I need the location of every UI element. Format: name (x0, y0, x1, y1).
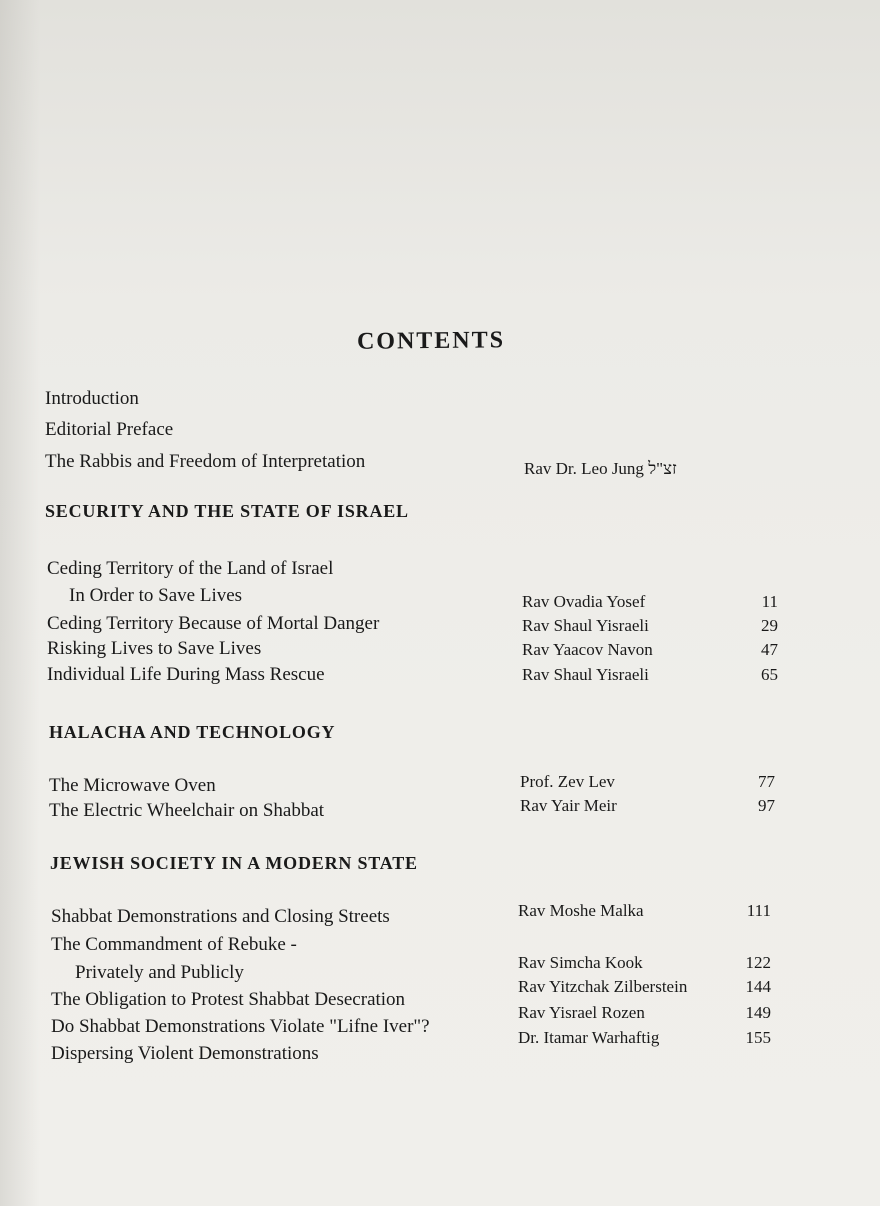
toc-entry-title: The Commandment of Rebuke - (51, 934, 297, 955)
toc-entry-author: Dr. Itamar Warhaftig (518, 1028, 660, 1047)
toc-entry-title: The Electric Wheelchair on Shabbat (49, 800, 325, 821)
toc-entry-title: Introduction (45, 388, 139, 409)
toc-entry-title-continued: In Order to Save Lives (69, 585, 243, 606)
toc-entry-author: Rav Yitzchak Zilberstein (518, 977, 688, 996)
toc-entry-author: Rav Yisrael Rozen (518, 1003, 645, 1022)
toc-entry-author: Rav Dr. Leo Jung זצ"ל (524, 459, 677, 478)
toc-entry-author: Rav Shaul Yisraeli (522, 616, 649, 635)
toc-entry-title: Risking Lives to Save Lives (47, 638, 262, 659)
toc-entry-page: 122 (745, 953, 771, 972)
toc-entry-title: The Microwave Oven (49, 775, 216, 796)
toc-entry-author: Prof. Zev Lev (520, 772, 615, 791)
toc-entry-title: Shabbat Demonstrations and Closing Streets (51, 906, 390, 927)
toc-entry-author: Rav Moshe Malka (518, 901, 644, 920)
toc-entry-page: 11 (761, 592, 778, 611)
toc-entry-page: 144 (745, 977, 771, 996)
toc-entry-title: Ceding Territory of the Land of Israel (47, 558, 334, 579)
toc-entry-page: 97 (758, 796, 775, 815)
toc-entry-page: 155 (745, 1028, 771, 1047)
toc-entry-title: The Rabbis and Freedom of Interpretation (45, 451, 366, 472)
toc-entry-author: Rav Ovadia Yosef (522, 592, 646, 611)
page-title: CONTENTS (356, 327, 506, 355)
toc-entry-page: 149 (745, 1003, 771, 1022)
toc-entry-author: Rav Simcha Kook (518, 953, 643, 972)
toc-entry-author: Rav Shaul Yisraeli (522, 665, 649, 684)
toc-entry-title: Do Shabbat Demonstrations Violate "Lifne Iver"? (51, 1016, 430, 1037)
toc-entry-title: Ceding Territory Because of Mortal Danger (47, 613, 380, 634)
toc-entry-author: Rav Yaacov Navon (522, 640, 653, 659)
toc-entry-page: 29 (761, 616, 778, 635)
toc-entry-title-continued: Privately and Publicly (75, 962, 244, 983)
toc-entry-page: 77 (758, 772, 775, 791)
toc-entry-title: Dispersing Violent Demonstrations (51, 1043, 319, 1064)
section-heading: SECURITY AND THE STATE OF ISRAEL (45, 501, 409, 521)
toc-entry-title: Individual Life During Mass Rescue (47, 664, 325, 685)
page-shadow (0, 0, 40, 1206)
toc-entry-title: The Obligation to Protest Shabbat Desecration (51, 989, 406, 1010)
toc-entry-page: 47 (761, 640, 778, 659)
toc-entry-page: 111 (746, 901, 771, 920)
toc-entry-page: 65 (761, 665, 778, 684)
toc-entry-author: Rav Yair Meir (520, 796, 617, 815)
section-heading: HALACHA AND TECHNOLOGY (49, 722, 336, 742)
section-heading: JEWISH SOCIETY IN A MODERN STATE (50, 853, 418, 873)
toc-entry-title: Editorial Preface (45, 419, 174, 440)
